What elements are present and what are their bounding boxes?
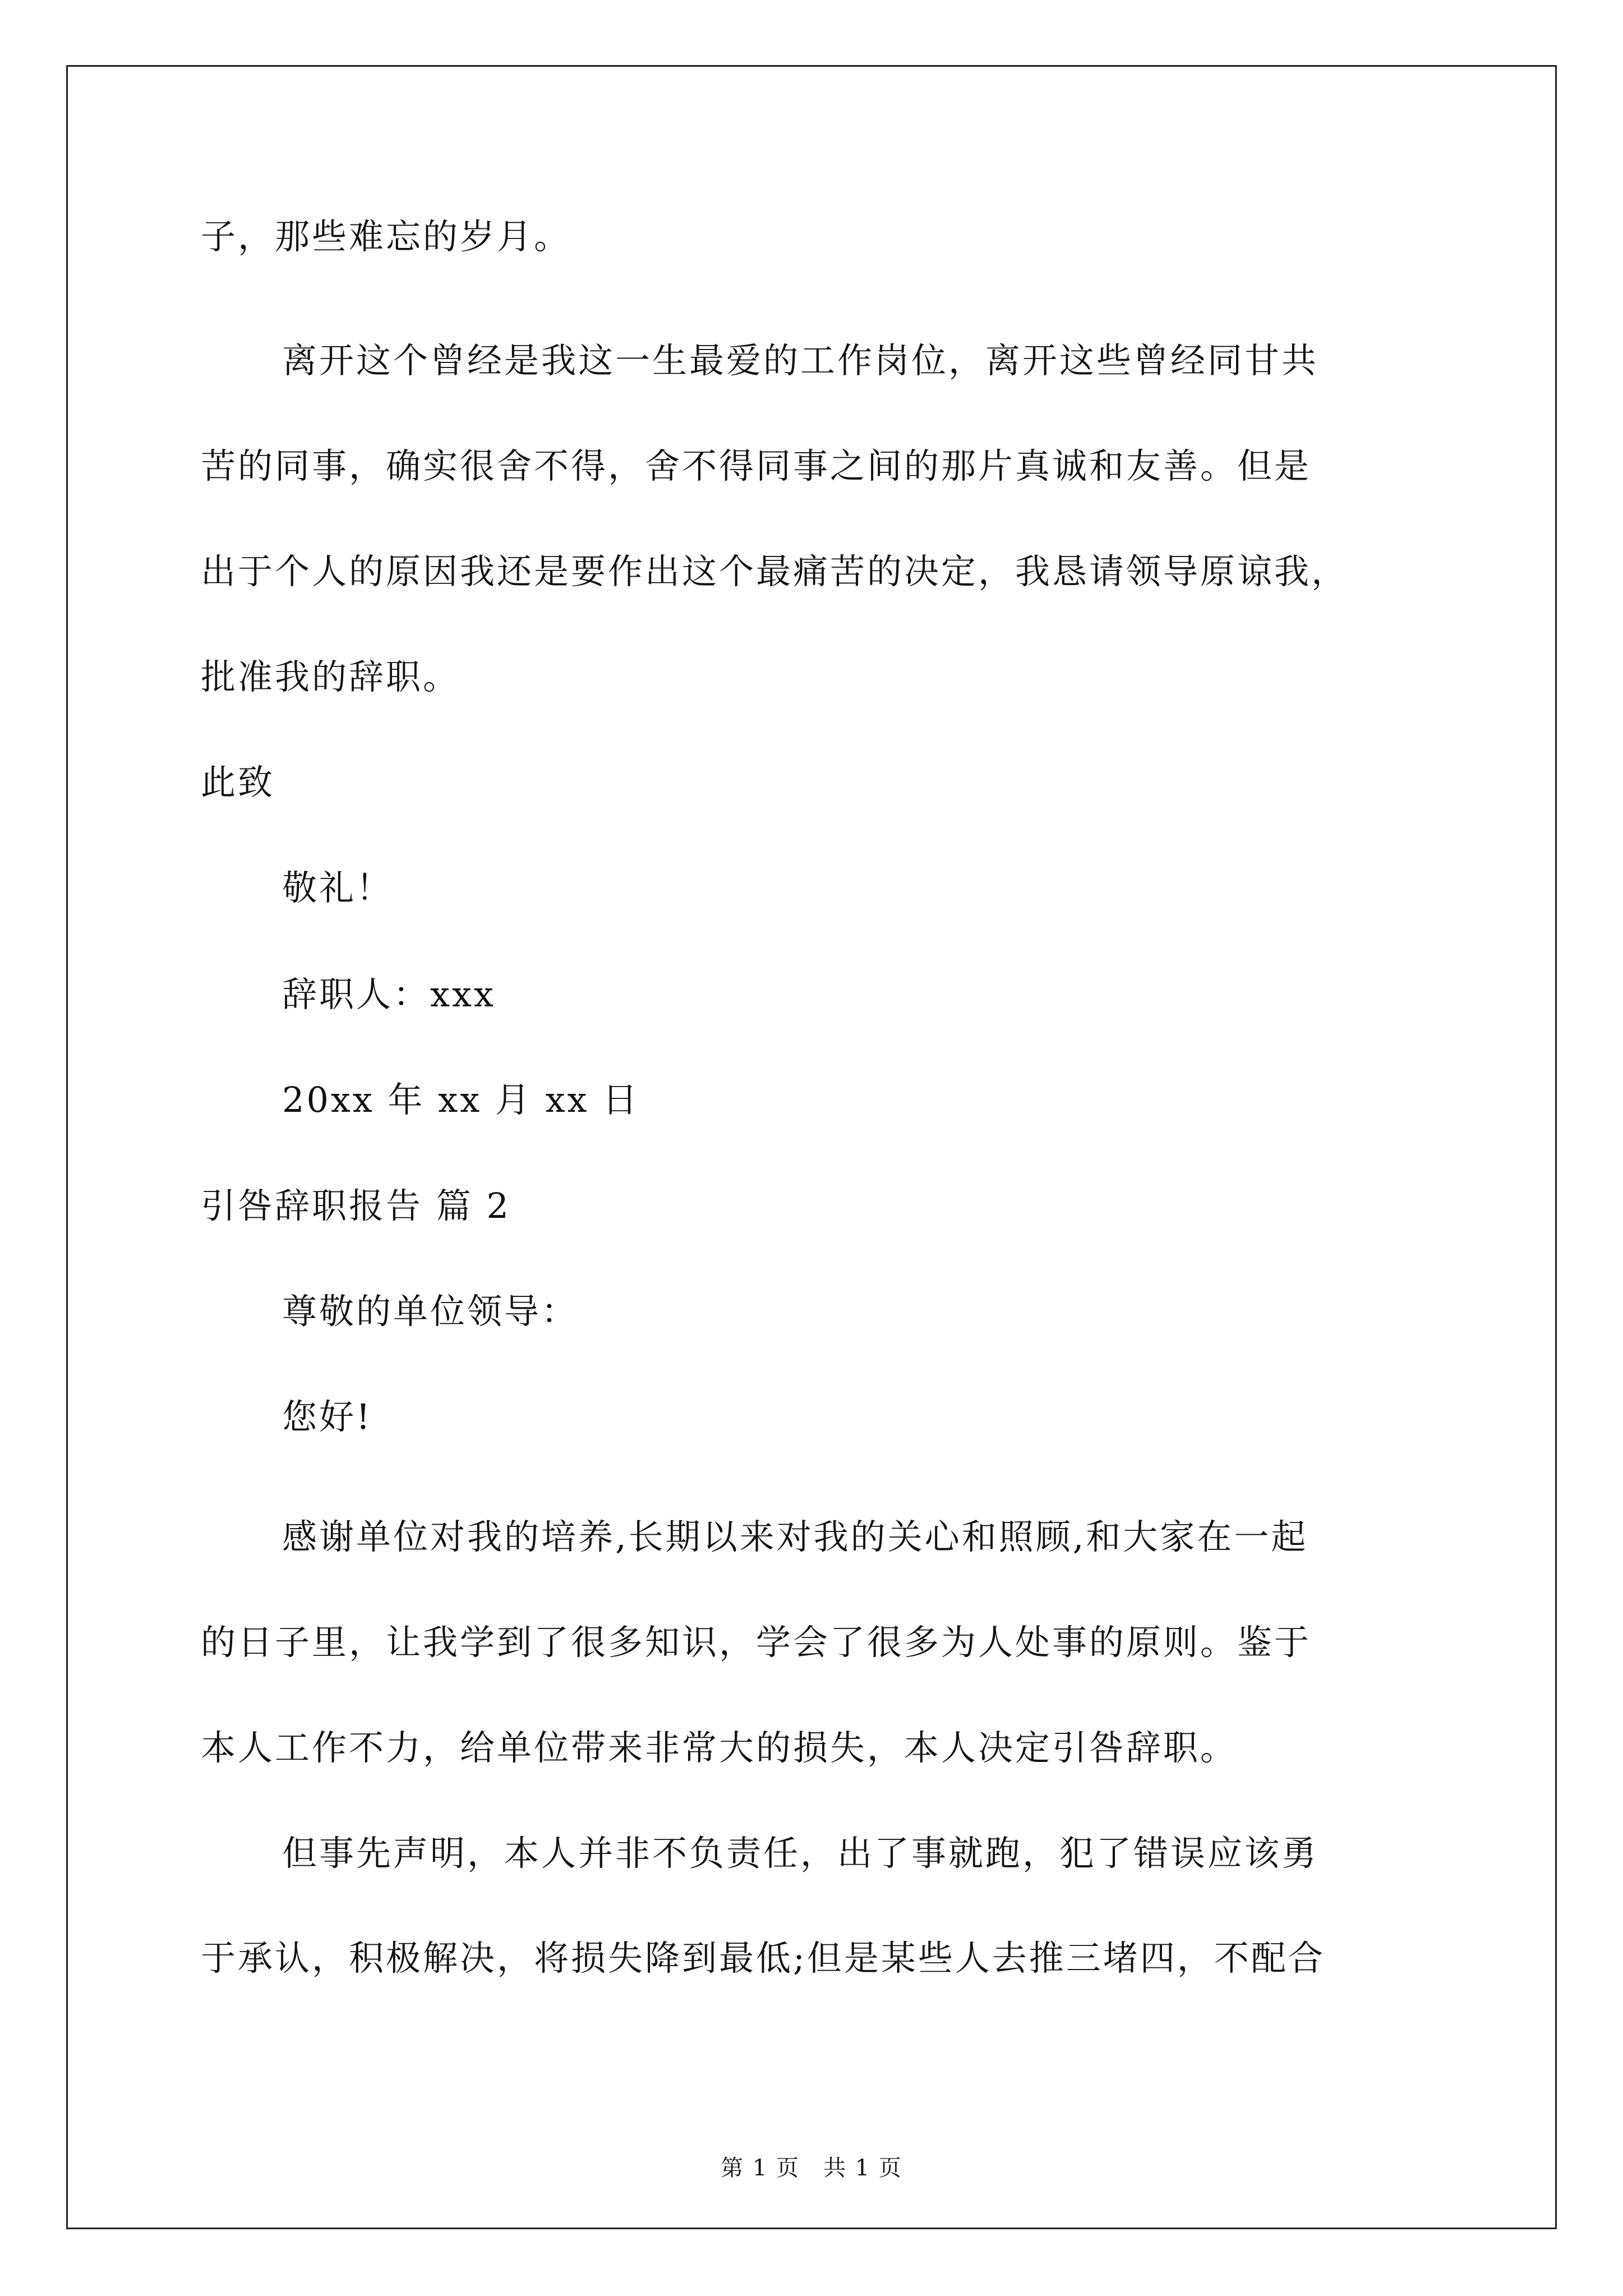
closing-regards: 敬礼！	[282, 867, 394, 908]
page-border	[66, 65, 1557, 2229]
date-line: 20xx 年 xx 月 xx 日	[282, 1079, 640, 1120]
body-line: 的日子里，让我学到了很多知识，学会了很多为人处事的原则。鉴于	[201, 1622, 1312, 1663]
body-line: 出于个人的原因我还是要作出这个最痛苦的决定，我恳请领导原谅我，	[201, 551, 1349, 592]
body-line: 感谢单位对我的培养,长期以来对我的关心和照顾,和大家在一起	[282, 1516, 1308, 1557]
body-line: 本人工作不力，给单位带来非常大的损失，本人决定引咎辞职。	[201, 1727, 1238, 1768]
body-line: 离开这个曾经是我这一生最爱的工作岗位，离开这些曾经同甘共	[282, 340, 1319, 381]
signature-line: 辞职人：xxx	[282, 974, 496, 1015]
body-line: 但事先声明，本人并非不负责任，出了事就跑，犯了错误应该勇	[282, 1833, 1319, 1874]
section-heading: 引咎辞职报告 篇 2	[201, 1185, 511, 1226]
page-footer: 第 1 页 共 1 页	[721, 2155, 902, 2181]
body-line: 于承认，积极解决，将损失降到最低;但是某些人去推三堵四，不配合	[201, 1938, 1325, 1978]
closing-salutation: 此致	[201, 762, 275, 803]
body-line: 批准我的辞职。	[201, 656, 460, 697]
greeting-line: 您好!	[282, 1396, 372, 1437]
greeting-line: 尊敬的单位领导：	[282, 1291, 579, 1332]
body-line: 苦的同事，确实很舍不得，舍不得同事之间的那片真诚和友善。但是	[201, 445, 1312, 486]
body-line: 子，那些难忘的岁月。	[201, 216, 571, 257]
